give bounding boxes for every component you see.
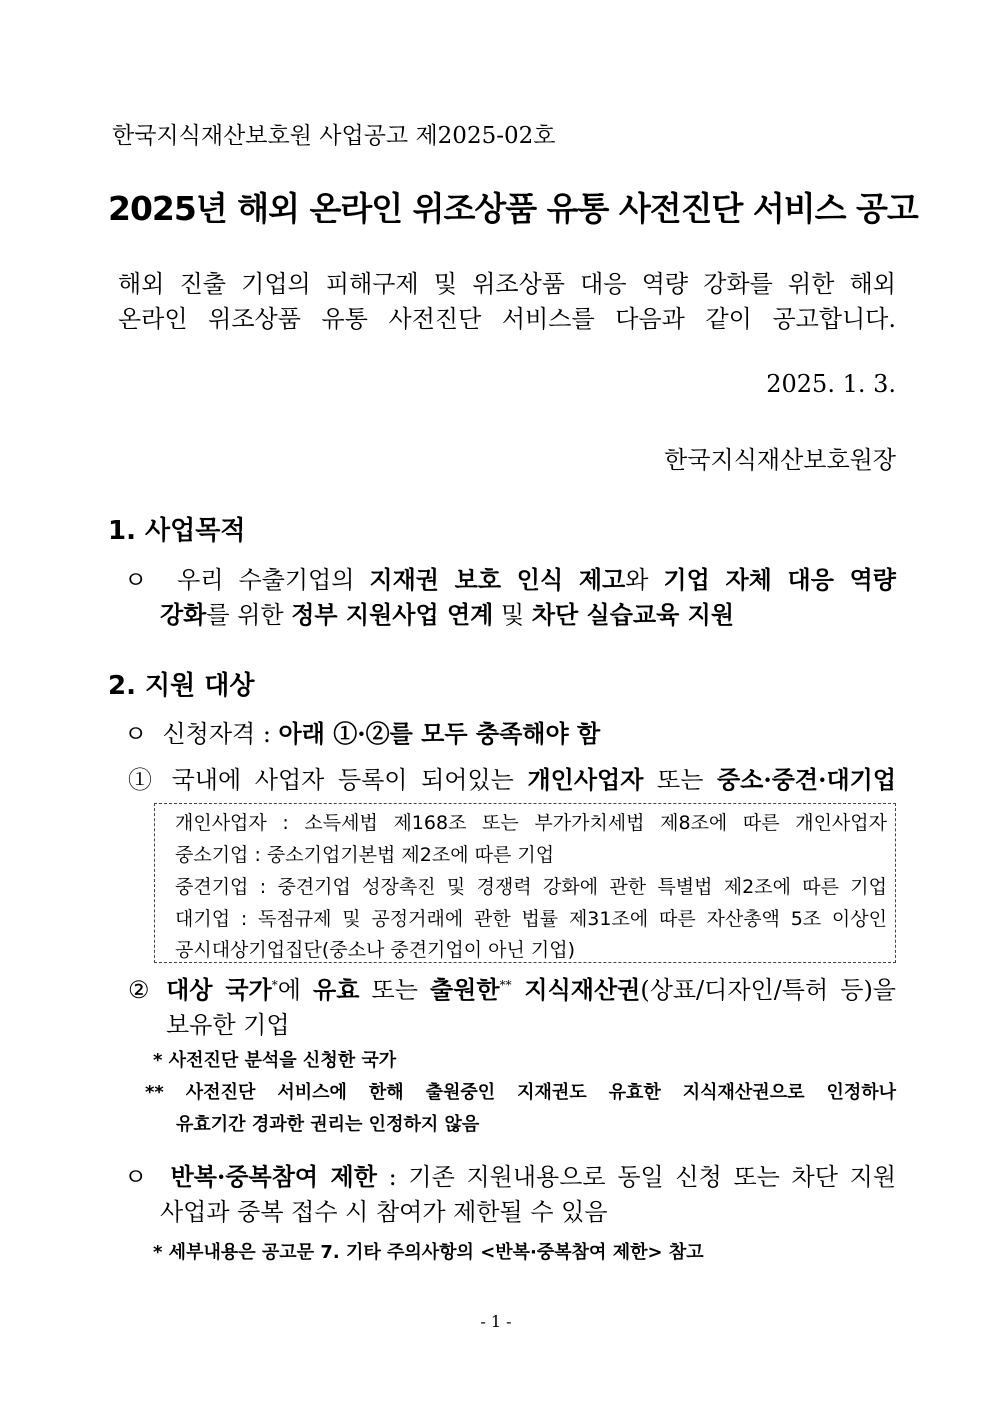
text: 출원한 (430, 975, 500, 1004)
eligibility-label: 신청자격 : (162, 720, 279, 748)
text: 에 (277, 976, 314, 1004)
definition-row: 공시대상기업집단(중소나 중견기업이 아닌 기업) (175, 939, 576, 961)
bullet: ㅇ (124, 566, 148, 594)
text: 또는 (643, 766, 717, 794)
text: 와 (625, 566, 664, 594)
text: 개인사업자 (527, 765, 644, 794)
page-number: - 1 - (480, 1312, 512, 1331)
notice-number: 한국지식재산보호원 사업공고 제2025-02호 (112, 123, 556, 149)
criterion-2-line-2: 보유한 기업 (166, 1011, 290, 1039)
definition-row: 대기업 : 독점규제 및 공정거래에 관한 법률 제31조에 따른 자산총액 5조 이상인 (175, 908, 887, 930)
text: 유효 (313, 975, 360, 1004)
bullet: ㅇ (124, 1163, 148, 1191)
text: : 기존 지원내용으로 동일 신청 또는 차단 지원 (376, 1163, 897, 1191)
definition-row: 중견기업 : 중견기업 성장촉진 및 경쟁력 강화에 관한 특별법 제2조에 따른 기업 (175, 876, 887, 898)
eligibility-condition: 아래 ①·②를 모두 충족해야 함 (278, 719, 601, 748)
page-title: 2025년 해외 온라인 위조상품 유통 사전진단 서비스 공고 (108, 189, 918, 228)
criterion-1 (128, 760, 896, 795)
section-heading-target: 2. 지원 대상 (108, 671, 255, 701)
footnote-1: * 사전진단 분석을 신청한 국가 (153, 1050, 397, 1071)
footnote-2-line-2: 유효기간 경과한 권리는 인정하지 않음 (176, 1114, 480, 1135)
purpose-line-2 (160, 595, 734, 630)
definition-row: 개인사업자 : 소득세법 제168조 또는 부가가치세법 제8조에 따른 개인사업자 (175, 812, 887, 834)
criterion-2 (128, 970, 896, 1005)
eligibility-line (124, 714, 600, 749)
text: 지식재산권 (511, 975, 641, 1004)
circled-number: ② (128, 976, 154, 1004)
text: 지재권 보호 인식 제고 (369, 565, 626, 594)
notice-date: 2025. 1. 3. (766, 370, 896, 398)
footnote-mark: * (271, 978, 278, 992)
text: 중소·중견·대기업 (717, 765, 896, 794)
footnote-3: * 세부내용은 공고문 7. 기타 주의사항의 <반복·중복참여 제한> 참고 (153, 1242, 704, 1263)
text: 또는 (359, 976, 430, 1004)
footnote-2: ** 사전진단 서비스에 한해 출원중인 지재권도 유효한 지식재산권으로 인정하나 (145, 1082, 896, 1103)
intro-line-2: 온라인 위조상품 유통 사전진단 서비스를 다음과 같이 공고합니다. (118, 305, 896, 333)
definition-row: 중소기업 : 중소기업기본법 제2조에 따른 기업 (175, 844, 555, 866)
definition-box (154, 803, 896, 963)
intro-line-1: 해외 진출 기업의 피해구제 및 위조상품 대응 역량 강화를 위한 해외 (118, 270, 896, 298)
text: 반복·중복참여 제한 (170, 1162, 377, 1191)
text: 차단 실습교육 지원 (531, 600, 735, 629)
purpose-line-1 (124, 560, 896, 595)
text: 를 위한 (206, 601, 292, 629)
text: 및 (493, 601, 532, 629)
circled-number: ① (128, 766, 158, 794)
section-heading-purpose: 1. 사업목적 (108, 516, 246, 546)
text: 기업 자체 대응 역량 (663, 565, 896, 594)
footnote-mark: ** (499, 978, 512, 992)
text: 우리 수출기업의 (177, 566, 370, 594)
repeat-limit-line-2: 사업과 중복 접수 시 참여가 제한될 수 있음 (160, 1198, 608, 1226)
text: 정부 지원사업 연계 (291, 600, 494, 629)
text: (상표/디자인/특허 등)을 (640, 976, 896, 1004)
issuer-name: 한국지식재산보호원장 (664, 446, 896, 474)
bullet: ㅇ (124, 720, 148, 748)
text: 대상 국가 (166, 975, 272, 1004)
text: 국내에 사업자 등록이 되어있는 (171, 766, 528, 794)
repeat-limit-line-1 (124, 1157, 896, 1192)
text: 강화 (160, 600, 207, 629)
